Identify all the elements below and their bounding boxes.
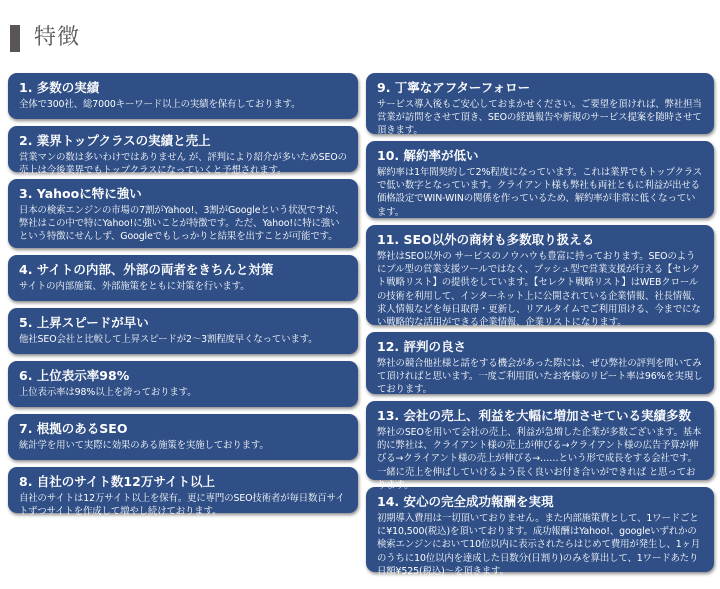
feature-description: 初期導入費用は一切頂いておりません。また内部施策費として、1ワードごとに¥10,500(税込)を頂いております。成功報酬はYahoo!、googleいずれかの検索エンジンにおいて10位以内に表示されたらはじめて費用が発生し、1ヶ月のうちに10位以内を達成した日数分(日割り)のみを算出して、1ワードあたり日額¥525(税込)～を頂きます。: [377, 513, 701, 577]
page-title: 特徴: [34, 25, 81, 50]
feature-description: 他社SEO会社と比較して上昇スピードが2～3割程度早くなっています。: [19, 334, 318, 345]
feature-description: 弊社の競合他社様と話をする機会があった際には、ぜひ弊社の評判を聞いてみて頂ければと思います。一度ご利用頂いたお客様のリピート率は96%を実現しております。: [377, 358, 703, 396]
feature-card: [8, 467, 358, 518]
feature-description: サイトの内部施策、外部施策をともに対策を行います。: [19, 281, 250, 292]
feature-title: 7. 根拠のあるSEO: [19, 421, 128, 436]
header-accent-bar: [10, 25, 20, 52]
feature-title: 4. サイトの内部、外部の両者をきちんと対策: [19, 262, 274, 277]
feature-title: 6. 上位表示率98%: [19, 368, 130, 383]
feature-description: 上位表示率は98%以上を誇っております。: [19, 387, 197, 398]
feature-card: [8, 361, 358, 407]
feature-card: [366, 141, 714, 218]
feature-title: 1. 多数の実績: [19, 80, 100, 95]
feature-description: サービス導入後もご安心しておまかせください。ご要望を頂ければ、弊社担当営業が訪問をさせて頂き、SEOの経過報告や新規のサービス提案を随時させて頂きます。: [377, 99, 702, 137]
feature-card: [366, 225, 714, 329]
feature-card: [8, 126, 358, 177]
feature-title: 5. 上昇スピードが早い: [19, 315, 149, 330]
feature-card: [366, 401, 714, 491]
feature-card: [8, 179, 358, 248]
feature-description: 統計学を用いて実際に効果のある施策を実施しております。: [19, 440, 269, 451]
feature-title: 12. 評判の良さ: [377, 339, 466, 354]
feature-title: 8. 自社のサイト数12万サイト以上: [19, 474, 215, 489]
feature-card: [8, 255, 358, 301]
feature-description: 日本の検索エンジンの市場の7割がYahoo!、3割がGoogleという状況ですが、弊社はこの中で特にYahoo!に強いことが特徴です。ただ、Yahoo!に特に強いという特徴にせんしず、Googleでもしっかりと結果を出すことが可能です。: [19, 205, 344, 243]
feature-title: 9. 丁寧なアフターフォロー: [377, 80, 531, 95]
feature-description: 弊社のSEOを用いて会社の売上、利益が急増した企業が多数ございます。基本的に弊社は、クライアント様の売上が伸びる→クライアント様の広告予算が伸びる→クライアント様の売上が伸びる→……という形で成長をする会社です。一緒に売上を伸ばしていけるよう長く良いお付き合いができれば と思っております。: [377, 427, 702, 491]
feature-description: 営業マンの数は多いわけではありません が、評判により紹介が多いためSEOの売上は今後業界でもトップクラスになっていくと予想されます。: [19, 152, 347, 177]
feature-title: 11. SEO以外の商材も多数取り扱える: [377, 232, 595, 247]
feature-description: 解約率は1年間契約して2%程度になっています。これは業界でもトップクラスで低い数字となっています。クライアント様も弊社も両社ともに利益が出せる価格設定でWIN-WINの関係を作っているため、解約率が非常に低くなっています。: [377, 167, 703, 218]
feature-card: [8, 414, 358, 460]
features-right-column: [366, 73, 714, 579]
feature-card: [366, 487, 714, 577]
feature-title: 13. 会社の売上、利益を大幅に増加させている実績多数: [377, 408, 691, 423]
feature-title: 2. 業界トップクラスの実績と売上: [19, 133, 211, 148]
feature-title: 3. Yahooに特に強い: [19, 186, 142, 201]
feature-title: 10. 解約率が低い: [377, 148, 479, 163]
feature-description: 自社のサイトは12万サイト以上を保有。更に専門のSEO技術者が毎日数百サイトずつサイトを作成して増やし続けております。: [19, 493, 345, 518]
feature-card: [366, 332, 714, 394]
feature-card: [8, 73, 358, 119]
feature-card: [8, 308, 358, 354]
feature-description: 弊社はSEO以外の サービスのノウハウも豊富に持っております。SEOのようにプル型の営業支援ツールではなく、プッシュ型で営業支援が行える【セレクト戦略リスト】の提供をしています。【セレクト戦略リスト】はWEBクロールの技術を利用して、インターネット上に公開されている企業情報、社長情報、求人情報などを毎日取得・更新し、リアルタイムでご利用頂ける、今までにない戦略的な活用ができる企業情報、企業リストになります。: [377, 251, 701, 329]
feature-description: 全体で300社、総7000キーワード以上の実績を保有しております。: [19, 99, 301, 110]
feature-card: [366, 73, 714, 137]
feature-title: 14. 安心の完全成功報酬を実現: [377, 494, 554, 509]
features-left-column: [8, 73, 358, 520]
